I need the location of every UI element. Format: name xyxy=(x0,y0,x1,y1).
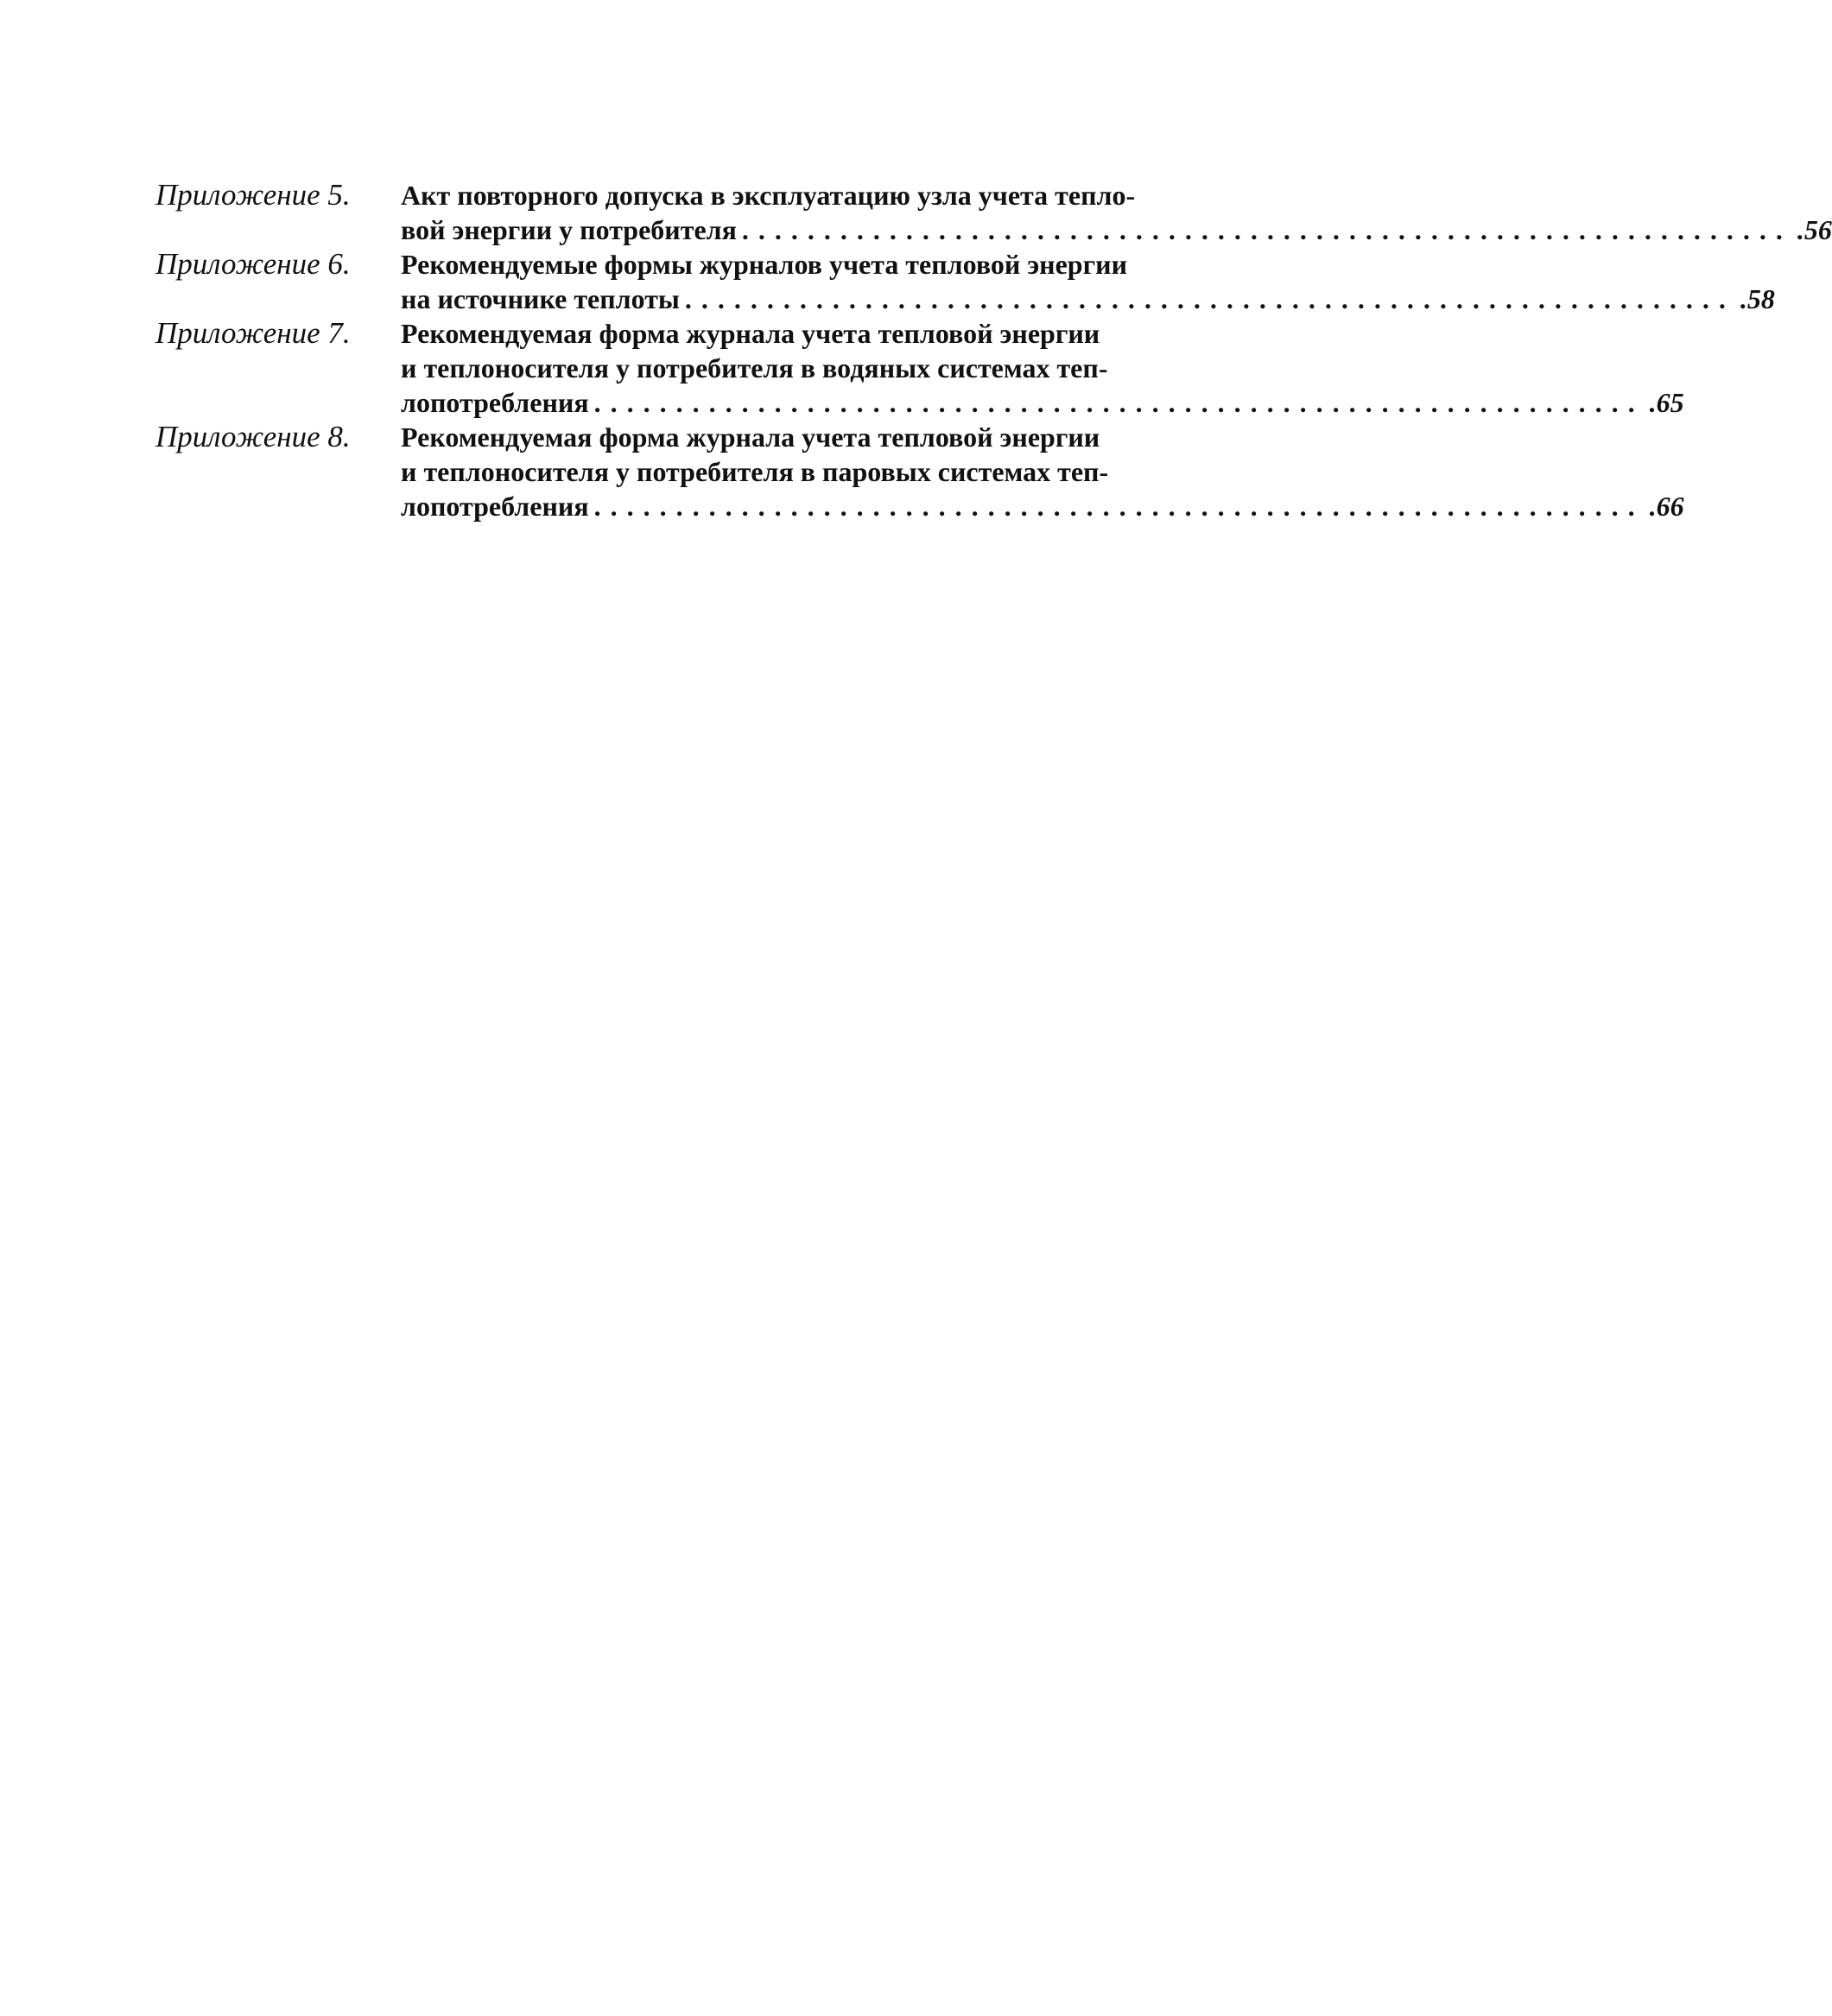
toc-entry-body xyxy=(397,247,1775,316)
toc-entry-line: и теплоносителя у потребителя в водяных системах теп- xyxy=(401,352,1108,384)
toc-entry-line: Рекомендуемая форма журнала учета тепловой энергии xyxy=(401,318,1100,349)
toc-entry-label: Приложение 7. xyxy=(155,316,351,350)
toc-entry-last-text: лопотребления xyxy=(401,491,589,522)
toc-entry-last-line xyxy=(401,212,1832,247)
toc-entry-last-text: лопотребления xyxy=(401,387,589,418)
toc-entry-appendix-5 xyxy=(155,178,1832,247)
toc-entry-line: Рекомендуемая форма журнала учета тепловой энергии xyxy=(401,422,1100,453)
toc-entry-last-text: вой энергии у потребителя xyxy=(401,214,737,245)
dot-leader: ................................................................ xyxy=(593,491,1645,522)
toc-entry-appendix-8 xyxy=(155,420,1684,523)
toc-entry-body xyxy=(397,420,1684,523)
toc-entry-label: Приложение 6. xyxy=(155,247,351,281)
dot-leader: ................................................................ xyxy=(684,283,1735,314)
toc-entry-last-text: на источнике теплоты xyxy=(401,283,680,314)
toc-entry-line: и теплоносителя у потребителя в паровых системах теп- xyxy=(401,456,1109,487)
toc-entry-line: Акт повторного допуска в эксплуатацию узла учета тепло- xyxy=(401,180,1136,211)
toc-page-number: .56 xyxy=(1797,214,1832,245)
toc-entry-appendix-7 xyxy=(155,316,1684,420)
toc-page-number: .58 xyxy=(1740,283,1775,314)
toc-entry-label: Приложение 5. xyxy=(155,178,351,212)
toc-entry-last-line xyxy=(401,385,1684,420)
toc-entry-last-line xyxy=(401,489,1684,523)
toc-entry-body xyxy=(397,178,1832,247)
toc-entry-last-line xyxy=(401,282,1775,316)
toc-entry-line: Рекомендуемые формы журналов учета тепловой энергии xyxy=(401,249,1127,280)
dot-leader: ................................................................ xyxy=(741,214,1792,245)
toc-entry-appendix-6 xyxy=(155,247,1775,316)
toc-entry-label: Приложение 8. xyxy=(155,420,351,453)
toc-entry-body xyxy=(397,316,1684,420)
table-of-contents xyxy=(155,178,1832,523)
toc-page-number: .65 xyxy=(1649,387,1684,418)
toc-page-number: .66 xyxy=(1649,491,1684,522)
dot-leader: ................................................................ xyxy=(593,387,1645,418)
